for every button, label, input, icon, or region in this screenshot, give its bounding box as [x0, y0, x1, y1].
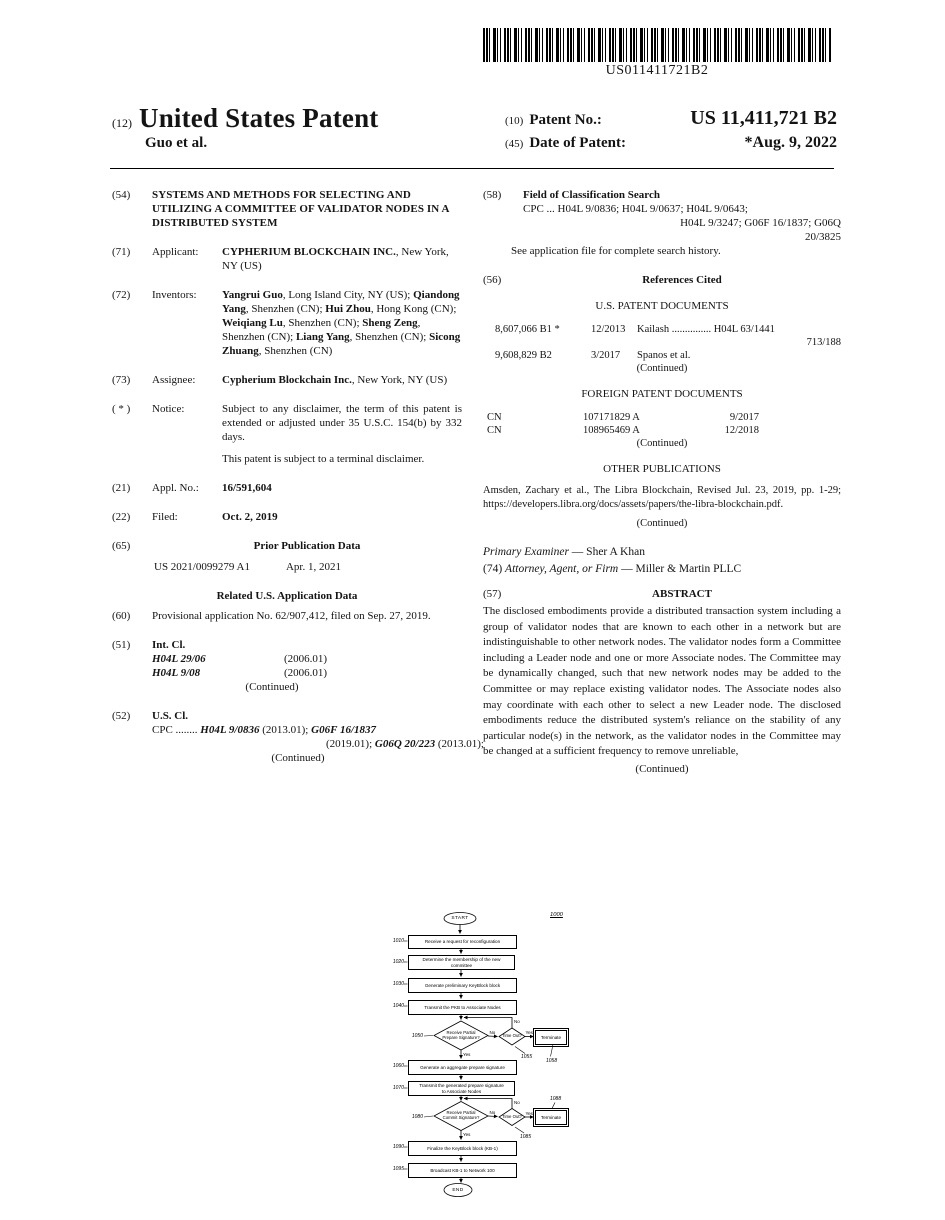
patent-no-value: US 11,411,721 B2: [690, 107, 837, 129]
spacer: [483, 401, 841, 411]
flow-decision-1055: Time Out?: [502, 1033, 522, 1039]
us-cl-content: [152, 709, 484, 765]
flowchart-figure: [383, 903, 638, 1208]
notice-paragraph-2: This patent is subject to a terminal disclaimer.: [222, 453, 425, 465]
ref-label-1030: 1030: [392, 981, 404, 987]
ref-label-1058: 1058: [546, 1058, 558, 1064]
field-54-title: [112, 188, 462, 230]
abstract-text: The disclosed embodiments provide a distributed transaction system including a group of validator nodes that are known to each other in a network but are indistinguishable to other network nodes. The validator nodes form a Committee including a Leader node and one or more Associate nodes. The Committee may be dynamically changed, such that new network nodes may be added to the Committee or may replace existing validator nodes. The Associate nodes also may coordinate with each other to select a new Leader node. The disclosed embodiments reduce the distributed system's reliance on the stability of any particular node(s) in the network, as the validator nodes in the Committee may be changed at a sufficient frequency to remove unreliable,: [483, 605, 841, 758]
flow-terminate-1058: Terminate: [535, 1030, 567, 1045]
ref-label-1090: 1090: [392, 1144, 404, 1150]
int-cl-content: [152, 638, 462, 694]
foreign-date: 9/2017: [729, 412, 759, 423]
field-65-heading-row: [112, 539, 462, 553]
ref-label-1050: 1050: [411, 1032, 423, 1039]
us-patent-documents-heading: U.S. PATENT DOCUMENTS: [595, 300, 729, 312]
barcode-image: [483, 28, 831, 62]
field-56-num: (56): [483, 274, 502, 286]
field-60-num: (60): [112, 610, 131, 622]
examiner-block: [483, 545, 841, 577]
header-left: [112, 103, 378, 152]
filed-label: Filed:: [152, 511, 178, 523]
us-cl-heading: U.S. Cl.: [152, 710, 189, 722]
attorney-line: (74) Attorney, Agent, or Firm — Miller & Martin PLLC: [483, 563, 742, 575]
appl-no-value: 16/591,604: [222, 482, 272, 494]
assignee-value: Cypherium Blockchain Inc., New York, NY (US): [222, 374, 448, 386]
int-cl-code: H04L 29/06: [152, 653, 206, 665]
other-publications-text: Amsden, Zachary et al., The Libra Blockchain, Revised Jul. 23, 2019, pp. 1-29; https://developers.libra.org/docs/assets/papers/the-libra-blockchain.pdf.: [483, 485, 841, 510]
int-cl-continued: (Continued): [245, 681, 299, 693]
field-22-num: (22): [112, 511, 131, 523]
field-notice: [112, 402, 462, 466]
abstract-continued: (Continued): [635, 762, 689, 775]
ref-label-1010: 1010: [392, 938, 404, 944]
field-65-prior-publication: [112, 539, 462, 574]
provisional-text: Provisional application No. 62/907,412, filed on Sep. 27, 2019.: [152, 610, 431, 622]
int-cl-row: [152, 652, 462, 666]
branch-no-label: No: [514, 1019, 520, 1024]
date-label: Date of Patent:: [529, 135, 626, 151]
us-references-table: [483, 323, 841, 375]
field-73-num: (73): [112, 374, 131, 386]
spacer: [483, 313, 841, 323]
flow-step-1030: Generate preliminary KeyBlock block: [408, 978, 517, 993]
field-57-num: (57): [483, 588, 502, 600]
int-cl-code: H04L 9/08: [152, 667, 201, 679]
foreign-patent-documents-heading: FOREIGN PATENT DOCUMENTS: [581, 388, 743, 400]
inventors-label: Inventors:: [152, 289, 197, 301]
ref-label-1070: 1070: [392, 1085, 404, 1091]
flow-decision-1080: Receive Partial Commit Signature?: [442, 1110, 480, 1120]
notice-num: ( * ): [112, 403, 131, 415]
int-cl-year: (2006.01): [284, 653, 328, 665]
field-72-num: (72): [112, 289, 131, 301]
ref-date: 12/2013: [591, 324, 626, 335]
prior-publication-row: [154, 560, 462, 574]
filed-value: Oct. 2, 2019: [222, 511, 278, 523]
prior-publication-heading: Prior Publication Data: [253, 540, 361, 552]
ref-label-1095: 1095: [392, 1166, 404, 1172]
us-cl-continued: (Continued): [271, 752, 325, 764]
ref-label-1055: 1055: [521, 1054, 533, 1060]
field-21-num: (21): [112, 482, 131, 494]
related-application-data: [112, 589, 462, 623]
field-21-appl-no: [112, 481, 462, 495]
publication-number: US 2021/0099279 A1: [154, 561, 250, 573]
start-terminal: START: [451, 916, 469, 921]
us-reference-row: [495, 349, 841, 362]
ref-date: 3/2017: [591, 350, 621, 361]
flow-step-1090: Finalize the KeyBlock block (KB-1): [408, 1141, 517, 1156]
foreign-number: 108965469 A: [583, 425, 640, 436]
foreign-reference-row: [487, 411, 841, 424]
ref-label-1085: 1085: [520, 1134, 532, 1140]
appl-no-label: Appl. No.:: [152, 482, 199, 494]
barcode-number: US011411721B2: [605, 63, 709, 78]
cpc-search-line3: 20/3825: [804, 231, 841, 243]
field-71-num: (71): [112, 246, 131, 258]
field-51-num: (51): [112, 639, 131, 651]
cpc-search-line2: H04L 9/3247; G06F 16/1837; G06Q: [680, 217, 841, 229]
foreign-reference-row: [487, 424, 841, 437]
left-column: [112, 188, 484, 780]
right-column: [483, 188, 841, 791]
notice-paragraph-1: Subject to any disclaimer, the term of this patent is extended or adjusted under 35 U.S.C. 154(b) by 332 days.: [222, 403, 462, 443]
foreign-country: CN: [487, 425, 502, 436]
inventor-short-name: Guo et al.: [145, 135, 208, 151]
ref-class-continuation: 713/188: [806, 337, 841, 348]
document-type-title: United States Patent: [139, 103, 379, 133]
ref-label-1088: 1088: [550, 1096, 562, 1102]
patent-number-row: [505, 107, 837, 130]
ref-label-1020: 1020: [392, 959, 404, 965]
int-cl-year: (2006.01): [284, 667, 328, 679]
classification-search-heading: Field of Classification Search: [523, 189, 660, 201]
us-reference-row: [495, 323, 841, 336]
field-56-references: [483, 273, 841, 530]
foreign-country: CN: [487, 412, 502, 423]
abstract-heading-row: [483, 587, 841, 601]
cpc-search-line1: CPC ... H04L 9/0836; H04L 9/0637; H04L 9/0643;: [523, 203, 748, 215]
us-cl-line1: CPC ........ H04L 9/0836 (2013.01); G06F 16/1837: [152, 724, 377, 736]
ref-label-1080: 1080: [411, 1113, 423, 1120]
end-terminal: END: [452, 1187, 464, 1193]
patent-no-code: (10): [505, 115, 524, 127]
field-58-num: (58): [483, 189, 502, 201]
branch-yes-label: Yes: [463, 1051, 471, 1057]
foreign-references-continued: (Continued): [636, 438, 688, 449]
date-value: *Aug. 9, 2022: [744, 134, 837, 151]
field-22-filed: [112, 510, 462, 524]
foreign-number: 107171829 A: [583, 412, 640, 423]
other-publications-continued: (Continued): [636, 518, 688, 529]
inventors-value: Yangrui Guo, Long Island City, NY (US); Qiandong Yang, Shenzhen (CN); Hui Zhou, Hong Kong (CN); Weiqiang Lu, Shenzhen (CN); Sheng Zeng, Shenzhen (CN); Liang Yang, Shenzhen (CN); Sicong Zhuang, Shenzhen (CN): [222, 289, 461, 357]
flow-step-1020: Determine the membership of the new committee: [408, 955, 515, 970]
spacer: [483, 287, 841, 299]
assignee-label: Assignee:: [152, 374, 196, 386]
figure-reference-number: 1000: [550, 912, 563, 918]
field-52-num: (52): [112, 710, 131, 722]
ref-citation: Kailash ............... H04L 63/1441: [637, 324, 775, 335]
field-52-us-cl: [112, 709, 484, 765]
references-cited-heading: References Cited: [642, 274, 722, 286]
flow-decision-1050: Receive Partial Prepare Signature?: [442, 1030, 480, 1040]
field-57-abstract: [483, 587, 841, 776]
patent-date-row: [505, 134, 837, 152]
header-divider: [110, 168, 834, 169]
ref-number: 8,607,066 B1 *: [495, 324, 560, 335]
field-73-assignee: [112, 373, 462, 387]
flow-step-1040: Transmit the PKB to Associate Nodes: [408, 1000, 517, 1015]
flow-terminate-1088: Terminate: [535, 1110, 567, 1125]
search-history-note: See application file for complete search history.: [511, 245, 721, 257]
notice-text: [222, 402, 462, 466]
ref-label-1060: 1060: [392, 1063, 404, 1069]
ref-label-1040: 1040: [392, 1003, 404, 1009]
int-cl-row: [152, 666, 462, 680]
branch-yes-label: Yes: [525, 1030, 533, 1035]
field-71-applicant: [112, 245, 462, 273]
notice-label: Notice:: [152, 403, 185, 415]
field-51-int-cl: [112, 638, 462, 694]
flow-decision-1085: Time Out?: [502, 1113, 522, 1119]
date-code: (45): [505, 138, 524, 150]
flow-step-1095: Broadcast KB-1 to Network 100: [408, 1163, 517, 1178]
branch-yes-label: Yes: [463, 1132, 471, 1137]
abstract-heading: ABSTRACT: [652, 588, 712, 600]
related-heading: Related U.S. Application Data: [216, 590, 358, 602]
flow-step-1010: Receive a request for reconfiguration: [408, 935, 517, 949]
applicant-label: Applicant:: [152, 246, 199, 258]
ref-citation: Spanos et al.: [637, 350, 691, 361]
foreign-date: 12/2018: [724, 425, 759, 436]
field-65-num: (65): [112, 540, 131, 552]
field-58-content: [511, 188, 841, 258]
us-references-continued: (Continued): [636, 363, 688, 374]
ref-number: 9,608,829 B2: [495, 350, 552, 361]
field-58-classification-search: [483, 188, 841, 258]
kind-code-number: (12): [112, 116, 132, 130]
branch-no-label: No: [489, 1029, 496, 1035]
foreign-references-table: [483, 411, 841, 450]
primary-examiner-line: Primary Examiner — Sher A Khan: [483, 546, 645, 558]
flow-step-1060: Generate an aggregate prepare signature: [408, 1060, 517, 1075]
spacer: [483, 375, 841, 387]
other-publications-heading: OTHER PUBLICATIONS: [603, 463, 721, 475]
field-54-num: (54): [112, 189, 131, 201]
flow-step-1070: Transmit the generated prepare signature to Associate Nodes: [408, 1081, 515, 1096]
branch-no-label: No: [514, 1100, 520, 1105]
applicant-value: CYPHERIUM BLOCKCHAIN INC., New York, NY (US): [222, 246, 449, 272]
patent-no-label: Patent No.:: [529, 112, 602, 128]
field-60-provisional: [112, 609, 462, 623]
spacer: [483, 450, 841, 462]
branch-no-label: No: [489, 1110, 496, 1115]
us-cl-line2: (2019.01); G06Q 20/223 (2013.01);: [326, 738, 484, 750]
header-kind-row: [112, 103, 378, 134]
header-right: [505, 107, 837, 156]
branch-yes-label: Yes: [525, 1110, 533, 1116]
int-cl-heading: Int. Cl.: [152, 639, 186, 651]
field-56-heading-row: [483, 273, 841, 287]
publication-date: Apr. 1, 2021: [285, 561, 341, 573]
field-72-inventors: [112, 288, 462, 358]
invention-title: SYSTEMS AND METHODS FOR SELECTING AND UTILIZING A COMMITTEE OF VALIDATOR NODES IN A DISTRIBUTED SYSTEM: [152, 189, 449, 229]
